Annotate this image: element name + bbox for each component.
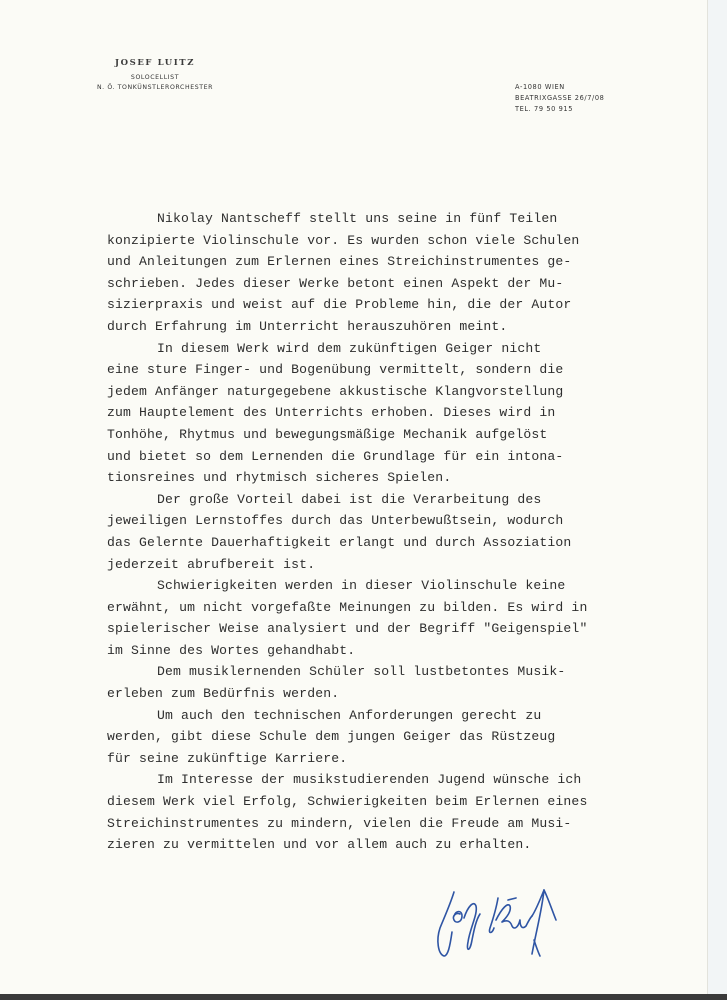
letter-line: das Gelernte Dauerhaftigkeit erlangt und durch Assoziation (107, 534, 572, 550)
letter-line: Tonhöhe, Rhytmus und bewegungsmäßige Mechanik aufgelöst (107, 426, 548, 442)
letter-line: erleben zum Bedürfnis werden. (107, 686, 340, 702)
address-phone: TEL. 79 50 915 (515, 105, 574, 113)
letter-line: im Sinne des Wortes gehandhabt. (107, 642, 356, 658)
letter-line: jedem Anfänger naturgegebene akkustische Klangvorstellung (107, 383, 564, 399)
letter-line: Schwierigkeiten werden in dieser Violinschule keine (157, 578, 566, 594)
scan-margin-bottom (0, 994, 727, 1000)
letter-line: konzipierte Violinschule vor. Es wurden schon viele Schulen (107, 232, 580, 248)
signature-icon (432, 870, 592, 960)
letter-line: erwähnt, um nicht vorgefaßte Meinungen zu bilden. Es wird in (107, 599, 588, 615)
letter-line: Im Interesse der musikstudierenden Jugend wünsche ich (157, 772, 582, 788)
letterhead-address (515, 82, 604, 115)
sender-name: JOSEF LUITZ (114, 58, 196, 68)
letter-line: diesem Werk viel Erfolg, Schwierigkeiten beim Erlernen eines (107, 794, 588, 810)
letterhead-sender (70, 58, 240, 93)
sender-title: SOLOCELLIST (130, 74, 180, 81)
letter-line: für seine zukünftige Karriere. (107, 750, 348, 766)
letter-line: und bietet so dem Lernenden die Grundlage für ein intona- (107, 448, 564, 464)
letter-body (107, 208, 627, 856)
letter-line: Der große Vorteil dabei ist die Verarbeitung des (157, 491, 542, 507)
letter-line: werden, gibt diese Schule dem jungen Geiger das Rüstzeug (107, 729, 556, 745)
letter-line: Nikolay Nantscheff stellt uns seine in fünf Teilen (157, 211, 558, 226)
letter-line: zum Hauptelement des Unterrichts erhoben. Dieses wird in (107, 405, 556, 421)
letter-line: tionsreines und rhytmisch sicheres Spielen. (107, 470, 452, 486)
letter-line: jeweiligen Lernstoffes durch das Unterbewußtsein, wodurch (107, 513, 564, 529)
letter-line: und Anleitungen zum Erlernen eines Streichinstrumentes ge- (107, 254, 572, 270)
letter-line: schrieben. Jedes dieser Werke betont einen Aspekt der Mu- (107, 275, 564, 291)
letter-line: In diesem Werk wird dem zukünftigen Geiger nicht (157, 340, 542, 356)
signature (432, 870, 592, 960)
letter-line: eine sture Finger- und Bogenübung vermittelt, sondern die (107, 362, 564, 378)
letter-line: sizierpraxis und weist auf die Probleme hin, die der Autor (107, 297, 572, 313)
address-street: BEATRIXGASSE 26/7/08 (515, 94, 605, 102)
letter-line: Dem musiklernenden Schüler soll lustbetontes Musik- (157, 664, 566, 680)
letter-line: spielerischer Weise analysiert und der Begriff "Geigenspiel" (107, 621, 588, 637)
letter-line: Um auch den technischen Anforderungen gerecht zu (157, 707, 542, 723)
address-city: A-1080 WIEN (515, 83, 565, 91)
letter-line: jederzeit abrufbereit ist. (107, 556, 316, 572)
letter-line: durch Erfahrung im Unterricht herauszuhören meint. (107, 318, 508, 334)
scan-margin-right (708, 0, 727, 994)
letter-line: Streichinstrumentes zu mindern, vielen die Freude am Musi- (107, 815, 572, 831)
sender-orchestra: N. Ö. TONKÜNSTLERORCHESTER (96, 84, 214, 91)
letter-line: zieren zu vermittelen und vor allem auch zu erhalten. (107, 837, 532, 853)
